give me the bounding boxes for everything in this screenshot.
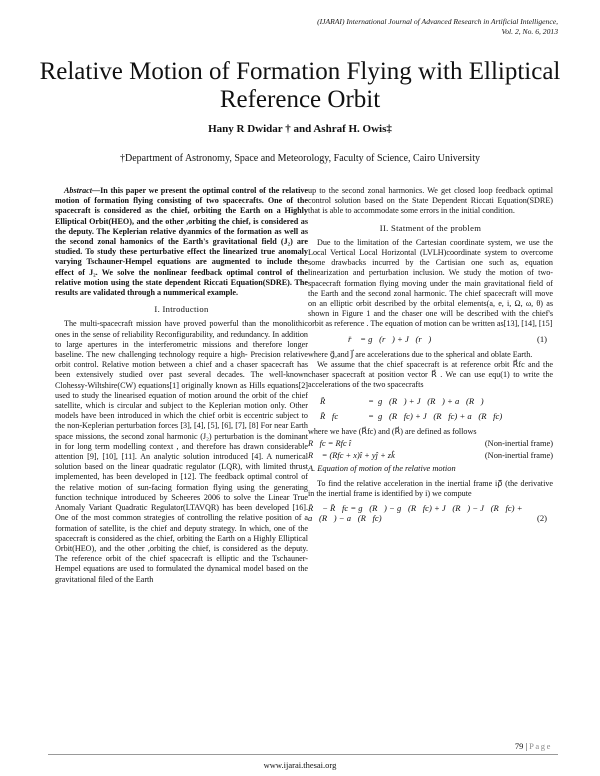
paper-authors: Hany R Dwidar † and Ashraf H. Owis‡ (208, 123, 392, 135)
equation-1-body: r̈⃗ = g⃗(r⃗) + J⃗(r⃗) (348, 333, 432, 344)
definition-r-frame: (Non-inertial frame) (484, 451, 553, 461)
definition-r (308, 451, 553, 461)
running-head (138, 17, 558, 37)
definition-rfc-frame: (Non-inertial frame) (484, 439, 553, 449)
page-word: Page (529, 741, 552, 751)
equation-2-body: R̈⃗ − R̈⃗fc = g⃗(R⃗) − g⃗(R⃗fc) + J⃗(R⃗) − J⃗(R⃗fc) + a⃗(R⃗) − a⃗(R⃗fc) (308, 503, 523, 524)
problem-paragraph-2: We assume that the chief spacecraft is at reference orbit R⃗fc and the chaser spacecraft at position vector R⃗ . We can use equ(1) to write the accelerations of the two spacecrafts (308, 359, 553, 390)
journal-name: (IJARAI) International Journal of Advanced Research in Artificial Intelligence, (317, 17, 558, 26)
footer-rule (48, 754, 558, 755)
definition-rfc-expr: R⃗fc = Rfc î (308, 439, 352, 449)
intro-continuation: up to the second zonal harmonics. We get closed loop feedback optimal control solution based on the State Dependent Riccati Equation(SDRE) that is able to accommodate some errors in the initial condition. (308, 186, 553, 216)
subsection-heading-relative-motion: A. Equation of motion of the relative motion (308, 464, 456, 474)
equation-2-number: (2) (536, 513, 547, 524)
equation-1-explanation: where g⃗,and J⃗ are accelerations due to the spherical and oblate Earth. (308, 349, 533, 359)
intro-paragraph: The multi-spacecraft mission have proved powerful than the monolithic ones in the sense of reliability Reconfigurability, and redundancy. In addition to large apertures in the interferometric missions and therefore longer baseline. The new challenging technology require a high- Precision relative orbit control. Relative motion between a chief and a chaser spacecraft has been extensively studied over past several decades. The well-known Clohessy-Wiltshire(CW) equations[1] originally known as Hills equations[2] used to study the linearised equation of motion around the orbit of the chief satellite, which is circular and subject to the Keplerian motion only. Other models have been introduced in which the chief orbit is eccentric subject to the non-Keplerian perturbation forces [3], [4], [5], [6], [7], [8] For near Earth space missions, the second zonal harmonic (J₂) perturbation is the dominant in for long term modelling context , and therefore has drawn considerable attention [9], [10], [11]. An analytic solution introduced [4]. A numerical solution based on the linear quadratic regulator (LQR), with limited thrust implemented, has been developed in [12]. The feedback optimal control of the relative motion of sun-facing formation flying using the generating function technique introduced by Scheeres 2006 to solve the Linear True Anomaly Variant Quadratic Regulator(LTAVQR) has been developed [16]. One of the most common strategies of controlling the relative position of a formation of satellite, is the chief and deputy strategy. In which, one of the spacecraft is considered as the chief, orbiting the Earth on a Highly Elliptical Orbit(HEO), and the other ,orbiting the chief, is considered as the deputy. The reference orbit of the chief spacecraft is elliptic and the Tschauner-Hempel equations are used to formulated the dynamical model based on the gravitational filed of the Earth (55, 319, 308, 584)
definition-intro: where we have (R⃗fc) and (R⃗) are defined as follows (308, 426, 477, 436)
abstract-text: —In this paper we present the optimal control of the relative motion of formation flying consisting of two spacecrafts. One of the spacecraft is considered as the chief, orbiting the Earth on a Highly Elliptical Orbit(HEO), and the other ,orbiting the chief, is considered as the deputy. The Keplerian relative dyanmics of the formation as well as the second zonal hamonics of the Earth's gravitational field (J₂) are studied. To study these perturbative effect the linearized true anomaly varying Tschauner-Hempel equations are augmented to include the effect of J₂. We solve the nonlinear feedback optimal control of the relative motion using the state dependent Riccati Equation(SDRE). The results are validated through a nummerical example. (55, 186, 308, 298)
equation-2 (308, 502, 553, 524)
definition-rfc (308, 439, 553, 449)
equation-1-number: (1) (536, 333, 547, 344)
page-number-separator: | (525, 741, 528, 751)
abstract (55, 186, 308, 298)
subsection-paragraph: To find the relative acceleration in the inertial frame iρ̈⃗ (the derivative in the inertial frame is identified by i) we compute (308, 478, 553, 498)
page-number-value: 79 (514, 741, 524, 751)
acceleration-equations (320, 396, 553, 420)
definition-r-expr: R⃗ = (Rfc + x)î + yĵ + zk̂ (308, 451, 395, 461)
author-affiliation: †Department of Astronomy, Space and Meteorology, Faculty of Science, Cairo University (119, 153, 480, 164)
eq-r-rhs: g⃗(R⃗) + J⃗(R⃗) + a⃗(R⃗) (378, 396, 484, 407)
left-column (55, 186, 308, 585)
page-number (515, 741, 552, 751)
eq-rfc-equals: = (368, 410, 374, 421)
eq-r-equals: = (368, 396, 374, 407)
section-heading-introduction: I. Introduction (154, 304, 209, 315)
eq-rfc-lhs: R̈⃗fc (320, 410, 339, 421)
journal-volume: Vol. 2, No. 6, 2013 (501, 27, 558, 36)
section-heading-problem: II. Statment of the problem (379, 222, 482, 233)
footer-url[interactable]: www.ijarai.thesai.org (263, 760, 337, 770)
equation-1 (308, 333, 553, 347)
abstract-label: Abstract (64, 186, 92, 195)
right-column (308, 186, 553, 527)
eq-rfc-rhs: g⃗(R⃗fc) + J⃗(R⃗fc) + a⃗(R⃗fc) (378, 410, 503, 421)
eq-r-lhs: R̈⃗ (320, 396, 332, 407)
problem-paragraph-1: Due to the limitation of the Cartesian coordinate system, we use the Local Vertical Local Horizontal (LVLH)coordinate system to overcome some drawbacks incurred by the Cartisian one such as, equation linearization and perturbation inclusion. We study the motion of two-spacecraft formation flying moving under the main gravitational field of the Earth and the second zonal harmonic. The chief spacecraft will move on an elliptic orbit described by the orbital elements(a, e, i, Ω, ω, θ) as shown in Figure 1 and the chaser one will be described with the chief's orbit as reference . The equation of motion can be written as[13], [14], [15] (308, 237, 553, 329)
paper-title: Relative Motion of Formation Flying with Elliptical Reference Orbit (39, 58, 561, 113)
